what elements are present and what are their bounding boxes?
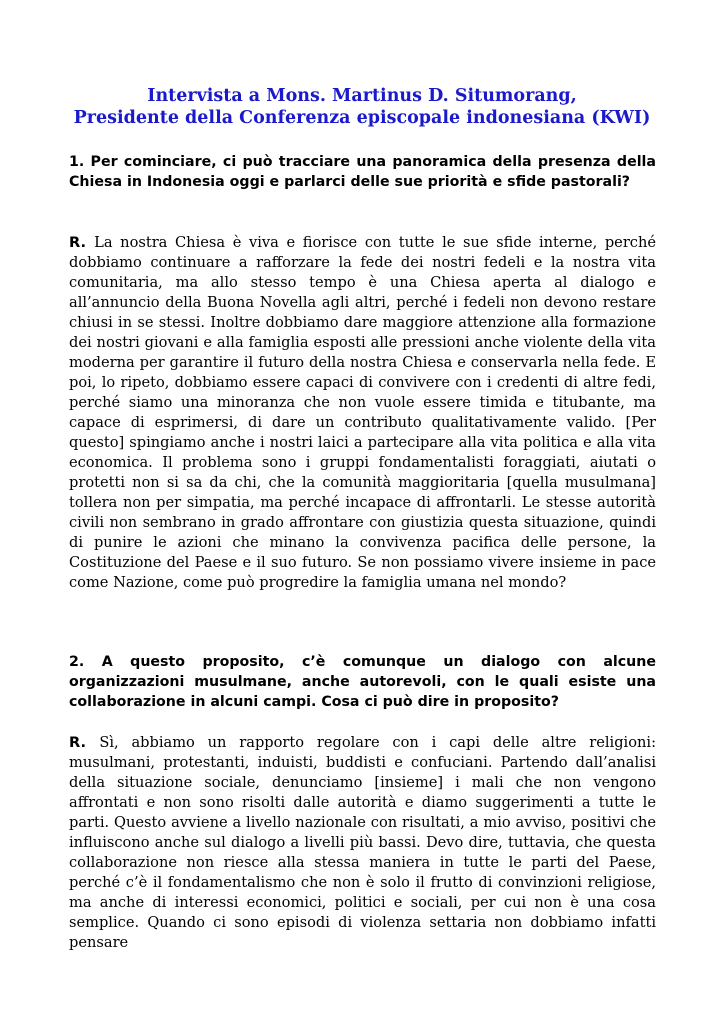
- answer-2-text: Sì, abbiamo un rapporto regolare con i capi delle altre religioni: musulmani, protestanti, induisti, buddisti e confuciani. Partendo dall’analisi della situazione sociale, denunciamo [insieme] i mali che non vengono affrontati e non sono risolti dalle autorità e diamo suggerimenti a tutte le parti. Questo avviene a livello nazionale con risultati, a mio avviso, positivi che influiscono anche sul dialogo a livelli più bassi. Devo dire, tuttavia, che questa collaborazione non riesce alla stessa maniera in tutte le parti del Paese, perché c’è il fondamentalismo che non è solo il frutto di convinzioni religiose, ma anche di interessi economici, politici e sociali, per cui non è una cosa semplice. Quando ci sono episodi di violenza settaria non dobbiamo infatti pensare: [69, 734, 656, 951]
- answer-label: R.: [69, 734, 100, 751]
- title-line-2: Presidente della Conferenza episcopale indonesiana (KWI): [73, 108, 651, 128]
- answer-2: [69, 733, 656, 953]
- question-1: 1. Per cominciare, ci può tracciare una panoramica della presenza della Chiesa in Indonesia oggi e parlarci delle sue priorità e sfide pastorali?: [69, 154, 656, 190]
- answer-label: R.: [69, 234, 95, 251]
- document-title: [40, 85, 684, 129]
- title-line-1: Intervista a Mons. Martinus D. Situmorang,: [147, 86, 577, 106]
- answer-1: [69, 233, 656, 593]
- answer-1-text: La nostra Chiesa è viva e fiorisce con tutte le sue sfide interne, perché dobbiamo continuare a rafforzare la fede dei nostri fedeli e la nostra vita comunitaria, ma allo stesso tempo è una Chiesa aperta al dialogo e all’annuncio della Buona Novella agli altri, perché i fedeli non devono restare chiusi in se stessi. Inoltre dobbiamo dare maggiore attenzione alla formazione dei nostri giovani e alla famiglia esposti alle pressioni anche violente della vita moderna per garantire il futuro della nostra Chiesa e conservarla nella fede. E poi, lo ripeto, dobbiamo essere capaci di convivere con i credenti di altre fedi, perché siamo una minoranza che non vuole essere timida e titubante, ma capace di esprimersi, di dare un contributo qualitativamente valido. [Per questo] spingiamo anche i nostri laici a partecipare alla vita politica e alla vita economica. Il problema sono i gruppi fondamentalisti foraggiati, aiutati o protetti non si sa da chi, che la comunità maggioritaria [quella musulmana] tollera non per simpatia, ma perché incapace di affrontarli. Le stesse autorità civili non sembrano in grado affrontare con giustizia questa situazione, quindi di punire le azioni che minano la convivenza pacifica delle persone, la Costituzione del Paese e il suo futuro. Se non possiamo vivere insieme in pace come Nazione, come può progredire la famiglia umana nel mondo?: [69, 234, 657, 591]
- question-2: 2. A questo proposito, c’è comunque un dialogo con alcune organizzazioni musulmane, anche autorevoli, con le quali esiste una collaborazione in alcuni campi. Cosa ci può dire in proposito?: [69, 654, 656, 710]
